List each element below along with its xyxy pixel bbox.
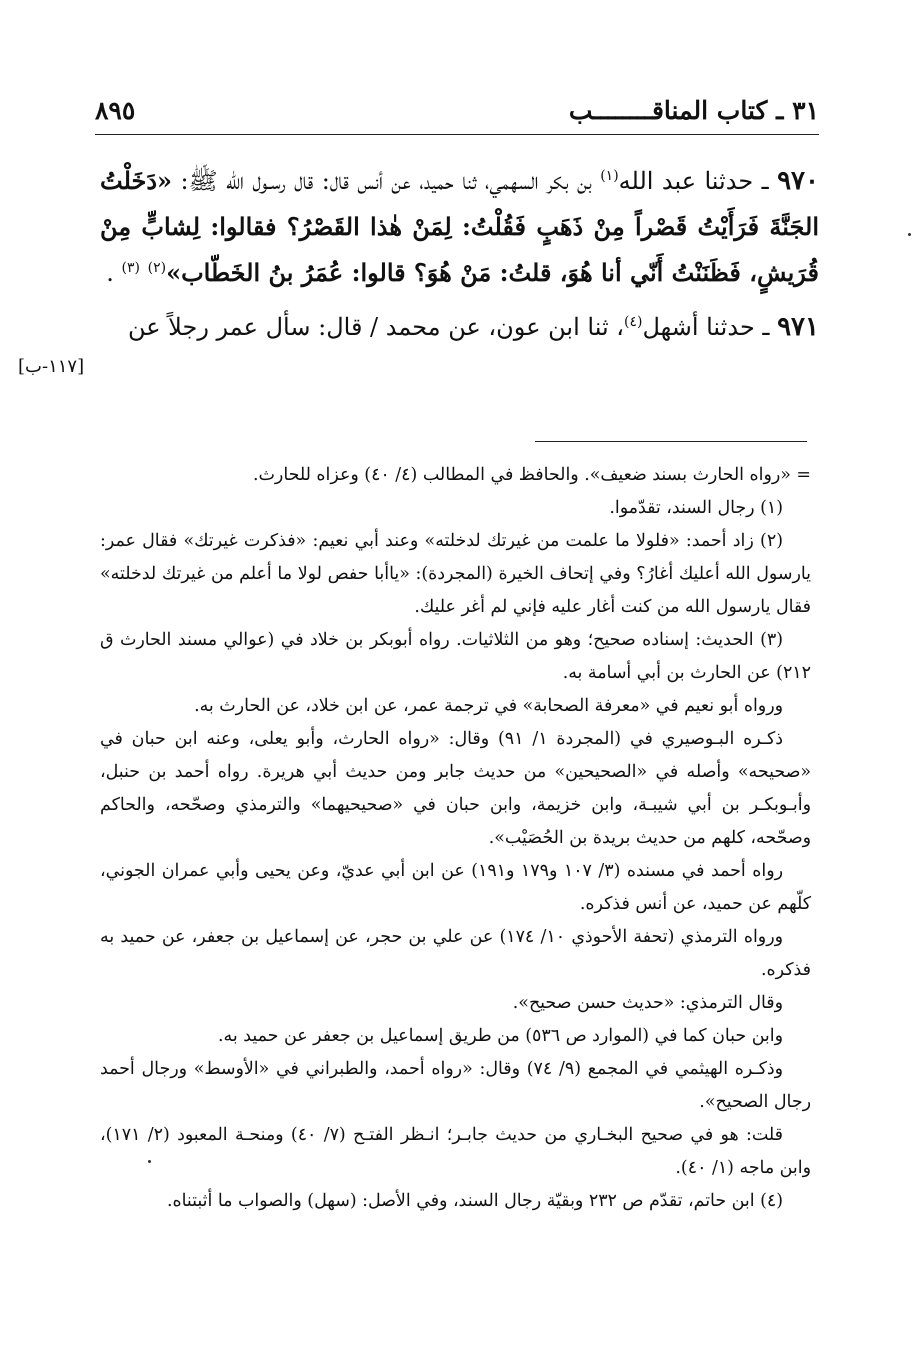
hadith-intro: ـ حدثنا عبد الله: [618, 167, 769, 195]
manuscript-folio-note: [١١٧-ب]: [18, 356, 85, 377]
footnote-2: (٢) زاد أحمد: «فلولا ما علمت من غيرتك لدخلته» وعند أبي نعيم: «فذكرت غيرتك» فقال عمر: يارسول الله أعليك أغارُ؟ وفي إتحاف الخيرة (المجردة): «ياأبا حفص لولا ما أعلم من غيرتك لدخلته» فقال يارسول الله من كنت أغار عليه فإني لم أغر عليك.: [100, 531, 811, 617]
chapter-title: ٣١ ـ كتاب المناقــــــــب: [568, 96, 819, 125]
footnote-ref-1: (١): [600, 168, 619, 184]
hadith-text: ، ثنا ابن عون، عن محمد / قال: سأل عمر رجلاً عن: [127, 313, 624, 341]
hadith-970: [100, 158, 819, 296]
footnote-4: (٤) ابن حاتم، تقدّم ص ٢٣٢ وبقيّة رجال السند، وفي الأصل: (سهل) والصواب ما أثبتناه.: [166, 1191, 783, 1211]
footnote-3-paragraph: ورواه الترمذي (تحفة الأحوذي ١٠/ ١٧٤) عن علي بن حجر، عن إسماعيل بن جعفر، عن حميد به فذكره.: [100, 927, 811, 980]
page-number: ٨٩٥: [95, 96, 136, 125]
hadith-number: ٩٧٠: [777, 166, 819, 196]
page-header: [95, 94, 819, 135]
footnote-separator: [535, 441, 807, 442]
footnotes: [100, 459, 811, 1218]
footnote-3-paragraph: رواه أحمد في مسنده (٣/ ١٠٧ و١٧٩ و١٩١) عن ابن أبي عديّ، وعن يحيى وأبي عمران الجوني، كلّهم عن حميد، عن أنس فذكره.: [100, 861, 811, 914]
footnote-3-paragraph: وذكـره الهيثمي في المجمع (٩/ ٧٤) وقال: «رواه أحمد، والطبراني في «الأوسط» ورجال أحمد رجال الصحيح».: [100, 1059, 811, 1112]
footnote-3-paragraph: وابن حبان كما في (الموارد ص ٥٣٦) من طريق إسماعيل بن جعفر عن حميد به.: [218, 1026, 783, 1046]
hadith-end: .: [106, 259, 114, 287]
footnote-3-paragraph: ورواه أبو نعيم في «معرفة الصحابة» في ترجمة عمر، عن ابن خلاد، عن الحارث به.: [194, 696, 783, 716]
footnote-3: (٣) الحديث: إسناده صحيح؛ وهو من الثلاثيات. رواه أبوبكر بن خلاد في (عوالي مسند الحارث ق ٢١٢) عن الحارث بن أبي أسامة به.: [100, 630, 811, 683]
footnote-ref-3: (٣): [121, 260, 140, 276]
footnote-ref-2: (٢): [147, 260, 167, 276]
hadith-quote: «دَخَلْتُ الجَنَّةَ فَرَأَيْتُ قَصْراً مِنْ ذَهَبٍ فَقُلْتُ: لِمَنْ هٰذا القَصْرُ؟ فقالوا: لِشابٍّ مِنْ قُرَيشٍ، فَظَنَنْتُ أَنّي أنا هُوَ، قلتُ: مَنْ هُوَ؟ قالوا: عُمَرُ بنُ الخَطّاب»: [100, 166, 819, 287]
footnote-3-paragraph: ذكـره البـوصيري في (المجردة ١/ ٩١) وقال: «رواه الحارث، وأبو يعلى، وعنه ابن حبان في «صحيحه» وأصله في «الصحيحين» من حديث جابر ومن حديث أبي هريرة. رواه أحمد بن حنبل، وأبـوبكـر بن أبي شيبـة، وابن خزيمة، وابن حبان في «صحيحيهما» والترمذي وصحّحه، والحاكم وصحّحه، كلهم من حديث بريدة بن الحُصَيْب».: [100, 729, 811, 848]
scan-speck: [148, 1160, 151, 1163]
hadith-971: [100, 304, 819, 350]
main-text: [100, 158, 819, 350]
footnote-3-paragraph: قلت: هو في صحيح البخـاري من حديث جابـر؛ انـظر الفتـح (٧/ ٤٠) ومنحـة المعبود (٢/ ١٧١)، وابن ماجه (١/ ٤٠).: [100, 1125, 811, 1178]
hadith-number: ٩٧١: [777, 312, 819, 342]
hadith-intro: ـ حدثنا أشهل: [642, 313, 770, 341]
footnote-1: (١) رجال السند، تقدّموا.: [609, 498, 783, 518]
scan-speck: [908, 233, 911, 236]
footnote-ref-4: (٤): [624, 314, 643, 330]
footnote-continued: = «رواه الحارث بسند ضعيف». والحافظ في المطالب (٤/ ٤٠) وعزاه للحارث.: [253, 465, 811, 485]
hadith-chain: بن بكر السهمي، ثنا حميد، عن أنس قال: قال رسـول الله ﷺ:: [172, 167, 592, 195]
footnote-3-paragraph: وقال الترمذي: «حديث حسن صحيح».: [512, 993, 783, 1013]
